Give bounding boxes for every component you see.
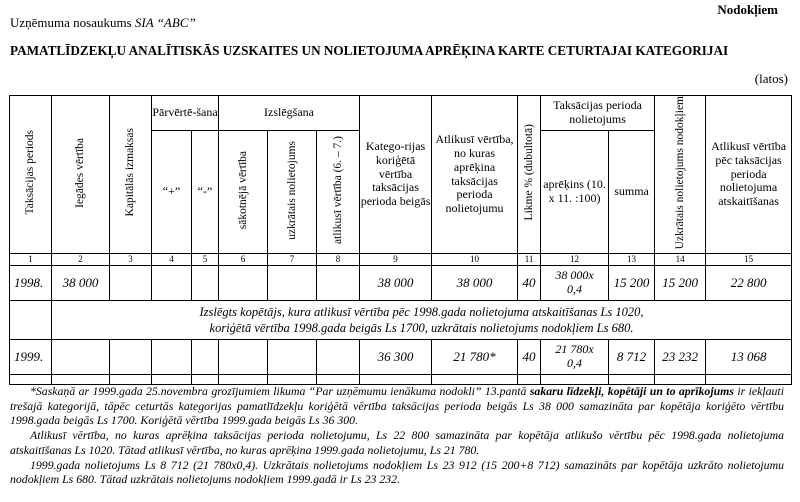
column-number-row	[10, 254, 792, 266]
cell-empty	[110, 266, 152, 301]
col-number: 12	[541, 254, 609, 266]
cell-summa: 8 712	[609, 340, 655, 375]
col-header-plus: “+”	[152, 130, 192, 253]
col-number: 11	[518, 254, 541, 266]
col-header-aprekins: aprēķins (10. x 11. :100)	[541, 130, 609, 253]
table-row-1999	[10, 340, 792, 375]
cell-empty	[219, 340, 268, 375]
cell-empty	[219, 266, 268, 301]
cell-atlikusi-pec: 13 068	[706, 340, 792, 375]
footnote-paragraph: Atlikusī vērtība, no kuras aprēķina taksācijas perioda nolietojumu, Ls 22 800 samazināta par kopētāja atlikušo vērtību pēc 1998.gada nolietojuma atskaitīšanas Ls 1020. Tātad atlikusī vērtība, no kuras aprēķina 1999.gada nolietojumu, Ls 21 780.	[10, 428, 784, 457]
asset-card-table	[9, 95, 792, 385]
cell-empty	[192, 266, 219, 301]
col-number: 13	[609, 254, 655, 266]
cell-empty	[10, 301, 52, 340]
cell-atlikusi: 38 000	[432, 266, 518, 301]
cell-uzkratais: 23 232	[655, 340, 706, 375]
table-row-1998	[10, 266, 792, 301]
cell-iegades	[52, 340, 110, 375]
top-right-label: Nodokļiem	[717, 2, 778, 17]
cell-period: 1998.	[10, 266, 52, 301]
company-label: Uzņēmuma nosaukums	[10, 15, 132, 30]
cell-likme: 40	[518, 266, 541, 301]
col-number: 8	[317, 254, 360, 266]
col-number: 7	[268, 254, 317, 266]
cell-empty	[317, 340, 360, 375]
footnote	[10, 384, 784, 487]
note-row	[10, 301, 792, 340]
cell-kategorijas: 36 300	[360, 340, 432, 375]
col-header-summa: summa	[609, 130, 655, 253]
col-header-taksacijas-perioda-nolietojums: Taksācijas perioda nolietojums	[541, 96, 655, 131]
col-number: 4	[152, 254, 192, 266]
col-header-atlikusi-pec: Atlikusī vērtība pēc taksācijas perioda nolietojuma atskaitīšanas	[706, 96, 792, 254]
col-header-taksacijas-periods: Taksācijas periods	[10, 96, 52, 254]
note-text: Izslēgts kopētājs, kura atlikusī vērtība pēc 1998.gada nolietojuma atskaitīšanas Ls 1020, koriģētā vērtība 1998.gada beigās Ls 1700, uzkrātais nolietojums nodokļiem Ls 680.	[52, 301, 792, 340]
col-number: 1	[10, 254, 52, 266]
col-number: 9	[360, 254, 432, 266]
col-header-izslegsana: Izslēgšana	[219, 96, 360, 131]
company-name: SIA “ABC”	[134, 15, 196, 30]
col-number: 3	[110, 254, 152, 266]
col-number: 5	[192, 254, 219, 266]
cell-aprekins: 38 000x 0,4	[541, 266, 609, 301]
col-header-sakotneja-vertiba: sākotnējā vērtība	[219, 130, 268, 253]
cell-likme: 40	[518, 340, 541, 375]
cell-atlikusi: 21 780*	[432, 340, 518, 375]
cell-empty	[317, 266, 360, 301]
col-number: 10	[432, 254, 518, 266]
col-number: 14	[655, 254, 706, 266]
col-number: 15	[706, 254, 792, 266]
cell-empty	[192, 340, 219, 375]
company-line	[10, 15, 196, 31]
col-header-parvertesana: Pārvērtē-šana	[152, 96, 219, 131]
col-header-kapitalas-izmaksas: Kapitālās izmaksas	[110, 96, 152, 254]
cell-kategorijas: 38 000	[360, 266, 432, 301]
col-header-atlikusi-vertiba: Atlikusī vērtība, no kuras aprēķina taksācijas perioda nolietojumu	[432, 96, 518, 254]
cell-iegades: 38 000	[52, 266, 110, 301]
col-header-likme: Likme % (dubultotā)	[518, 96, 541, 254]
cell-empty	[110, 340, 152, 375]
currency-label: (latos)	[754, 71, 788, 86]
page-title: PAMATLĪDZEKĻU ANALĪTISKĀS UZSKAITES UN NOLIETOJUMA APRĒĶINA KARTE CETURTAJAI KATEGORIJAI	[10, 43, 729, 58]
cell-summa: 15 200	[609, 266, 655, 301]
col-header-iegades-vertiba: Iegādes vērtība	[52, 96, 110, 254]
cell-empty	[268, 340, 317, 375]
footnote-paragraph: 1999.gada nolietojums Ls 8 712 (21 780x0,4). Uzkrātais nolietojums nodokļiem Ls 23 912 (15 200+8 712) samazināts par kopētāja uzkrāto nolietojumu nodokļiem Ls 680. Tātad uzkrātais nolietojums nodokļiem 1999.gadā ir Ls 23 232.	[10, 457, 784, 487]
cell-atlikusi-pec: 22 800	[706, 266, 792, 301]
col-number: 6	[219, 254, 268, 266]
footnote-paragraph: *Saskaņā ar 1999.gada 25.novembra grozījumiem likuma “Par uzņēmumu ienākuma nodokli” 13.pantā sakaru līdzekļi, kopētāji un to aprīkojums ir iekļauti trešajā kategorijā, tāpēc ceturtās kategorijas pamatlīdzekļu koriģētā vērtība taksācijas perioda beigās Ls 38 000 samazināta par kopētāja koriģēto vērtību 1998.gada beigās Ls 1700. Koriģētā vērtība 1999.gada beigās Ls 36 300.	[10, 384, 784, 428]
cell-empty	[152, 266, 192, 301]
col-header-uzkratais-nolietojums: uzkrātais nolietojums	[268, 130, 317, 253]
cell-period: 1999.	[10, 340, 52, 375]
cell-empty	[152, 340, 192, 375]
col-header-minus: “-”	[192, 130, 219, 253]
cell-aprekins: 21 780x 0,4	[541, 340, 609, 375]
col-header-kategorijas-vertiba: Katego-rijas koriģētā vērtība taksācijas perioda beigās	[360, 96, 432, 254]
col-number: 2	[52, 254, 110, 266]
col-header-uzkratais-nodokliem: Uzkrātais nolietojums nodokļiem	[655, 96, 706, 254]
cell-empty	[268, 266, 317, 301]
cell-uzkratais: 15 200	[655, 266, 706, 301]
col-header-atlikusi-vertiba-67: atlikusī vērtība (6. – 7.)	[317, 130, 360, 253]
